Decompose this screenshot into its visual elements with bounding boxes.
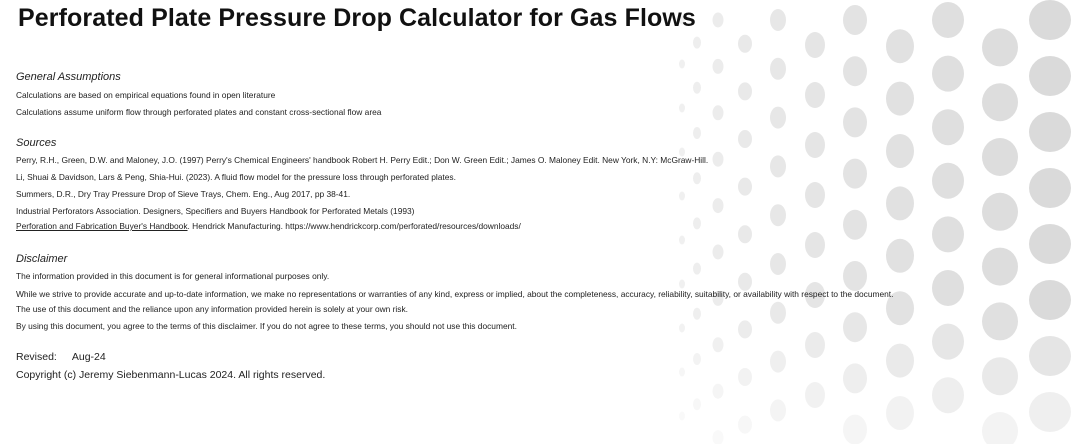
source-line: Summers, D.R., Dry Tray Pressure Drop of Sieve Trays, Chem. Eng., Aug 2017, pp 38-41. [16,189,351,199]
source-line-handbook [16,220,521,232]
handbook-link-rest: . Hendrick Manufacturing. https://www.hendrickcorp.com/perforated/resources/downloads/ [187,221,521,231]
assumption-line: Calculations assume uniform flow through perforated plates and constant cross-sectional flow area [16,107,382,117]
disclaimer-line: While we strive to provide accurate and up-to-date information, we make no representations or warranties of any kind, express or implied, about the completeness, accuracy, reliability, suitability, or availability with respect to the document. [16,289,894,299]
page-title: Perforated Plate Pressure Drop Calculator for Gas Flows [18,4,696,32]
revised-label: Revised: [16,351,57,363]
handbook-link[interactable]: Perforation and Fabrication Buyer's Handbook [16,221,188,231]
assumptions-heading: General Assumptions [16,71,121,83]
source-line: Industrial Perforators Association. Designers, Specifiers and Buyers Handbook for Perforated Metals (1993) [16,206,415,216]
source-line: Perry, R.H., Green, D.W. and Maloney, J.O. (1997) Perry's Chemical Engineers' handbook Robert H. Perry Edit.; Don W. Green Edit.; James O. Maloney Edit. New York, N.Y: McGraw-Hill. [16,155,709,165]
copyright-text: Copyright (c) Jeremy Siebenmann-Lucas 2024. All rights reserved. [16,369,326,381]
revised-row [16,351,106,363]
disclaimer-line: The information provided in this document is for general informational purposes only. [16,271,330,281]
disclaimer-heading: Disclaimer [16,253,68,265]
disclaimer-line: By using this document, you agree to the terms of this disclaimer. If you do not agree to these terms, you should not use this document. [16,321,517,331]
sources-heading: Sources [16,137,57,149]
assumption-line: Calculations are based on empirical equations found in open literature [16,90,276,100]
source-line: Li, Shuai & Davidson, Lars & Peng, Shia-Hui. (2023). A fluid flow model for the pressure loss through perforated plates. [16,172,456,182]
disclaimer-line: The use of this document and the reliance upon any information provided herein is solely at your own risk. [16,304,408,314]
revised-value: Aug-24 [71,351,106,363]
